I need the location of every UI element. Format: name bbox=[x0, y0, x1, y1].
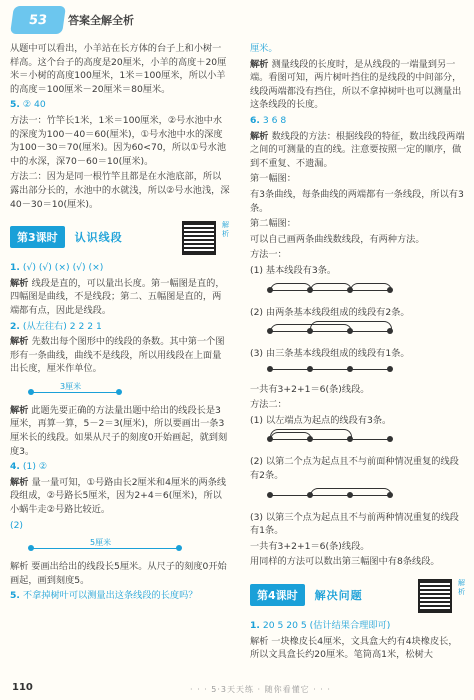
paragraph: 从题中可以看出，小羊站在长方体的台子上和小树一样高。这个台子的高度是20厘米，小羊的高度＋20厘米＝小树的高度100厘米，1米＝100厘米，所以小羊的高度＝100厘米－20厘米＝80厘米。 bbox=[10, 43, 227, 95]
lesson-tag: 第4课时 bbox=[250, 584, 305, 606]
segment-figure-3cm bbox=[30, 380, 230, 400]
right-column bbox=[250, 42, 466, 664]
method-2-sum: 一共有3+2+1＝6(条)线段。 bbox=[250, 540, 370, 552]
question-1-answer: 1. 20 5 20 5 (估计结果合理即可) bbox=[250, 620, 391, 632]
question-4-answer: 4. (1) ② bbox=[10, 461, 48, 473]
footer-text: · · · 5·3天天练 · 随你看懂它 · · · bbox=[190, 685, 331, 694]
question-1-explanation: 解析 一块橡皮长4厘米，文具盒大约有4块橡皮长，所以文具盒长约20厘米。笔筒高1米，松树大 bbox=[250, 635, 458, 661]
method-1-step2: (2) 由两条基本线段组成的线段有2条。 bbox=[250, 306, 410, 318]
qr-code-icon[interactable] bbox=[418, 579, 452, 613]
question-5-method2: 方法二：因为是同一根竹竿且都是在水池底部，所以露出部分长的，水池中的水就浅，所以②号水池浅，深40－30＝10(厘米)。 bbox=[10, 171, 230, 210]
lesson-tag: 第3课时 bbox=[10, 226, 65, 248]
lesson-title: 解决问题 bbox=[314, 589, 363, 603]
qr-label: 解析 bbox=[222, 221, 229, 239]
figure-1-text: 有3条曲线，每条曲线的两端都有一条线段，所以有3条。 bbox=[250, 188, 464, 214]
method-2-heading: 方法二： bbox=[250, 399, 287, 411]
qr-code-icon[interactable] bbox=[182, 221, 216, 255]
question-5-answer: 5. ② 40 bbox=[10, 99, 46, 111]
question-4-part2: (2) bbox=[10, 519, 24, 531]
question-1-answer: 1. (√) (√) (×) (√) (×) bbox=[10, 262, 104, 274]
segment-diagram bbox=[270, 429, 466, 451]
method-1-heading: 方法一： bbox=[250, 249, 287, 261]
figure-2-text: 可以自己画两条曲线数线段，有两种方法。 bbox=[250, 233, 425, 245]
segment-label: 3厘米 bbox=[60, 381, 82, 391]
question-5b: 5. 不拿掉树叶可以测量出这条线段的长度吗？ bbox=[10, 590, 198, 602]
method-2-conclusion: 用同样的方法可以数出第三幅图中有8条线段。 bbox=[250, 556, 440, 568]
brand-logo: 53 bbox=[10, 6, 66, 34]
method-1-step3: (3) 由三条基本线段组成的线段有1条。 bbox=[250, 348, 410, 360]
method-1-sum: 一共有3+2+1＝6(条)线段。 bbox=[250, 383, 370, 395]
section-lesson4 bbox=[250, 577, 466, 613]
page-footer bbox=[0, 680, 474, 700]
header-title: 答案全解全析 bbox=[68, 14, 134, 27]
question-1-explanation: 解析 线段是直的，可以量出长度。第一幅图是直的，四幅图是曲线，不是线段；第二、五幅图是直的，两端都有点，因此是线段。 bbox=[10, 277, 225, 316]
question-6-answer: 6. 3 6 8 bbox=[250, 114, 287, 126]
continued-text: 厘米。 bbox=[250, 43, 278, 54]
left-column bbox=[10, 42, 230, 605]
question-2-explanation: 解析 先数出每个图形中的线段的条数。其中第一个图形有一条曲线，曲线不是线段，所以用线段在上面量出长度，厘米作单位。 bbox=[10, 336, 225, 375]
segment-label: 5厘米 bbox=[90, 538, 112, 548]
lesson-title: 认识线段 bbox=[74, 231, 123, 245]
question-5-method1: 方法一：竹竿长1米，1米＝100厘米，②号水池中水的深度为100－40＝60(厘米)，①号水池中水的深度为100－30＝70(厘米)。因为60<70，所以①号水池中的水深，深70－60＝10(厘米)。 bbox=[10, 114, 227, 167]
qr-label: 解析 bbox=[458, 579, 465, 597]
segment-diagram bbox=[270, 280, 466, 302]
method-2-step1: (1) 以左端点为起点的线段有3条。 bbox=[250, 414, 392, 426]
segment-figure-5cm bbox=[30, 536, 230, 556]
segment-diagram bbox=[270, 321, 466, 343]
question-4-explanation2: 解析 要画出给出的线段长5厘米。从尺子的刻度0开始画起，画到刻度5。 bbox=[10, 561, 227, 586]
segment-diagram bbox=[270, 485, 466, 507]
question-6-explanation: 解析 数线段的方法：根据线段的特征，数出线段两端之间的可测量的直的线。注意要按照一定的顺序，做到不重复、不遗漏。 bbox=[250, 130, 465, 169]
figure-2-heading: 第二幅图： bbox=[250, 218, 296, 230]
paragraph: 解析 测量线段的长度时，是从线段的一端量到另一端。看图可知，两片树叶挡住的是线段的中间部分，线段两端都没有挡住，所以不拿掉树叶也可以测量出这条线段的长度。 bbox=[250, 58, 462, 111]
section-lesson3 bbox=[10, 219, 230, 255]
question-4-explanation: 解析 量一量可知，①号路由长2厘米和4厘米的两条线段组成，②号路长5厘米，因为2+4＝6(厘米)，所以小蜗牛走②号路比较近。 bbox=[10, 476, 227, 516]
question-2-answer: 2. (从左往右) 2 2 2 1 bbox=[10, 320, 102, 332]
segment-diagram bbox=[270, 363, 466, 379]
page-number: 110 bbox=[12, 682, 33, 693]
method-2-step3: (3) 以第三个点为起点且不与前两种情况重复的线段有1条。 bbox=[250, 511, 459, 537]
figure-1-heading: 第一幅图： bbox=[250, 173, 296, 185]
question-3-explanation: 解析 此题先要正确的方法量出题中给出的线段长是3厘米，再算一算，5－2＝3(厘米)，所以要画出一条3厘米长的线段。如果从尺子的刻度0开始画起，就到刻度3。 bbox=[10, 404, 228, 457]
method-2-step2: (2) 以第二个点为起点且不与前面种情况重复的线段有2条。 bbox=[250, 456, 459, 482]
page-header bbox=[0, 0, 474, 42]
method-1-step1: (1) 基本线段有3条。 bbox=[250, 264, 337, 276]
